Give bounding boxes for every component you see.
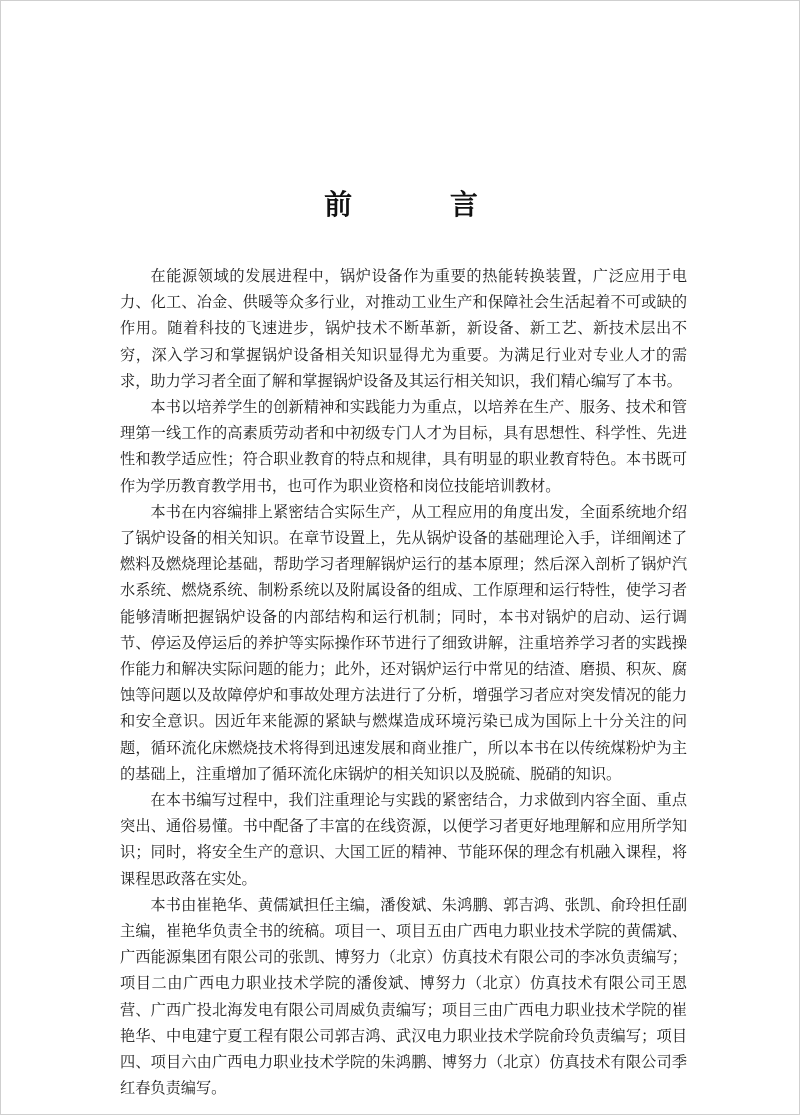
paragraph: 本书以培养学生的创新精神和实践能力为重点，以培养在生产、服务、技术和管理第一线工作的高素质劳动者和中初级专门人才为目标，具有思想性、科学性、先进性和教学适应性；符合职业教育的特点和规律，具有明显的职业教育特色。本书既可作为学历教育教学用书，也可作为职业资格和岗位技能培训教材。	[120, 398, 687, 495]
paragraph: 本书由崔艳华、黄儒斌担任主编，潘俊斌、朱鸿鹏、郭吉鸿、张凯、俞玲担任副主编，崔艳华负责全书的统稿。项目一、项目五由广西电力职业技术学院的黄儒斌、广西能源集团有限公司的张凯、博努力（北京）仿真技术有限公司的李冰负责编写；项目二由广西电力职业技术学院的潘俊斌、博努力（北京）仿真技术有限公司王恩营、广西广投北海发电有限公司周威负责编写；项目三由广西电力职业技术学院的崔艳华、中电建宁夏工程有限公司郭吉鸿、武汉电力职业技术学院俞玲负责编写；项目四、项目六由广西电力职业技术学院的朱鸿鹏、博努力（北京）仿真技术有限公司季红春负责编写。	[120, 895, 687, 1098]
page-title: 前 言	[324, 188, 522, 221]
paragraph: 本书在内容编排上紧密结合实际生产，从工程应用的角度出发，全面系统地介绍了锅炉设备的相关知识。在章节设置上，先从锅炉设备的基础理论入手，详细阐述了燃料及燃烧理论基础，帮助学习者理解锅炉运行的基本原理；然后深入剖析了锅炉汽水系统、燃烧系统、制粉系统以及附属设备的组成、工作原理和运行特性，使学习者能够清晰把握锅炉设备的内部结构和运行机制；同时，本书对锅炉的启动、运行调节、停运及停运后的养护等实际操作环节进行了细致讲解，注重培养学习者的实践操作能力和解决实际问题的能力；此外，还对锅炉运行中常见的结渣、磨损、积灰、腐蚀等问题以及故障停炉和事故处理方法进行了分析，增强学习者应对突发情况的能力和安全意识。因近年来能源的紧缺与燃煤造成环境污染已成为国际上十分关注的问题，循环流化床燃烧技术将得到迅速发展和商业推广，所以本书在以传统煤粉炉为主的基础上，注重增加了循环流化床锅炉的相关知识以及脱硫、脱硝的知识。	[120, 502, 687, 783]
paragraph: 在能源领域的发展进程中，锅炉设备作为重要的热能转换装置，广泛应用于电力、化工、冶金、供暖等众多行业，对推动工业生产和保障社会生活起着不可或缺的作用。随着科技的飞速进步，锅炉技术不断革新，新设备、新工艺、新技术层出不穷，深入学习和掌握锅炉设备相关知识显得尤为重要。为满足行业对专业人才的需求，助力学习者全面了解和掌握锅炉设备及其运行相关知识，我们精心编写了本书。	[120, 267, 687, 390]
preface-body	[120, 263, 687, 1102]
paragraph: 在本书编写过程中，我们注重理论与实践的紧密结合，力求做到内容全面、重点突出、通俗易懂。书中配备了丰富的在线资源，以便学习者更好地理解和应用所学知识；同时，将安全生产的意识、大国工匠的精神、节能环保的理念有机融入课程，将课程思政落在实处。	[120, 791, 687, 888]
